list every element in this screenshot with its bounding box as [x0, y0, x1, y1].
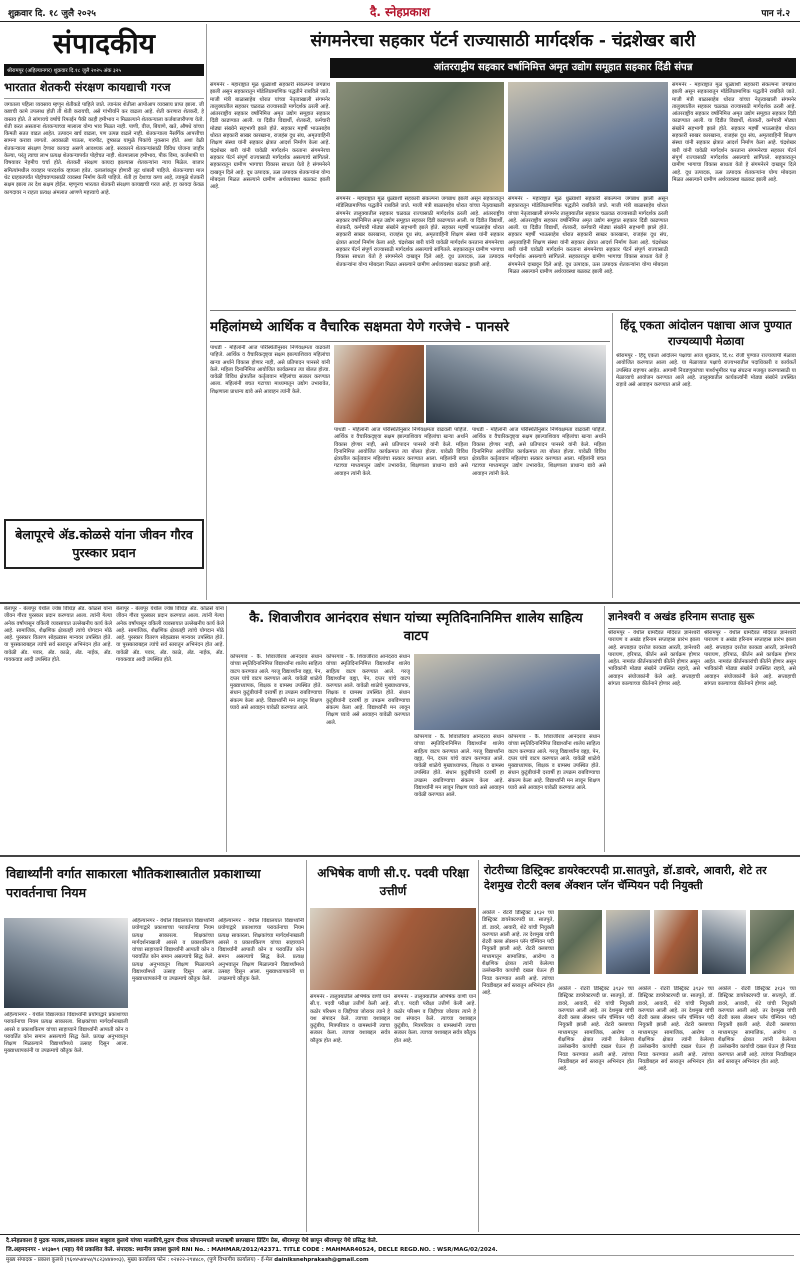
dnyaneshwari-headline: ज्ञानेश्वरी व अखंड हरिनाम सप्ताह सुरू	[608, 606, 796, 629]
lead-headline: संगमनेरचा सहकार पॅटर्न राज्यासाठी मार्गदर्शक - चंद्रशेखर बारी	[310, 31, 696, 51]
lead-body-col-3: संगमनेर - महाराष्ट्रात मूळ धुळ्याशी सहकारी संकल्पना जगन्नाथ झाली असून सहकारातून मॉडेलिप्रामाणिक पद्धतीने राबविले जाते. माजी मंत्री बाळासाहेब थोरात यांच्या नेतृत्वाखाली संगमनेर तालुक्यातील सहकार चळवळ राज्यासाठी मार्गदर्शक ठरली आहे. आंतरराष्ट्रीय सहकार वर्षानिमित्त अमृत उद्योग समूहात सहकार दिंडी काढण्यात आली. या दिंडीत विद्यार्थी, शेतकरी, कर्मचारी मोठ्या संख्येने सहभागी झाले होते. सहकार महर्षी भाऊसाहेब थोरात सहकारी साखर कारखाना, राजहंस दूध संघ, अमृतवाहिनी शिक्षण संस्था यांनी सहकार क्षेत्रात आदर्श निर्माण केला आहे. चंद्रशेखर बारी यांनी यावेळी मार्गदर्शन करताना संगमनेरचा सहकार पॅटर्न संपूर्ण राज्यासाठी मार्गदर्शक असल्याचे सांगितले. सहकारातून ग्रामीण भागाचा विकास साधता येतो हे संगमनेरने दाखवून दिले आहे. दूध उत्पादक, ऊस उत्पादक शेतकऱ्यांना योग्य मोबदला मिळत असल्याने ग्रामीण अर्थव्यवस्था बळकट झाली आहे.	[508, 196, 668, 275]
imprint-line-2: जि.अहमदनगर - ४१३७०९ (महा) येथे प्रकाशित केले. संपादक: स्थानीय प्रकाश कुलथे RNI No. : MAHMAR/2012/42371. TITLE CODE : MAHMAR40524, DECLE REGD.NO. : WSR/MAG/02/2024.	[6, 1247, 498, 1253]
hindu-headline: हिंदू एकता आंदोलन पक्षाचा आज पुण्यात राज्यव्यापी मेळावा	[620, 318, 792, 348]
science-photo	[4, 918, 128, 1008]
imprint-line-1: दै.स्नेहप्रकाश हे मुद्रक मालक,प्रकाशक प्रकाश बाबुराव कुलथे यांच्या मालकीचे,मुद्रण दीपक सोपानमधले सप्तऋषी छापखाना प्रिंटिंग प्रेस, श्रीरामपूर येथे छापून श्रीरामपूर येथे प्रसिद्ध केले.	[6, 1238, 378, 1244]
belapur-body-col-2: बेलापूर - बेलापूर येथील ज्येष्ठ विधिज्ञ ॲड. कोळसे यांना जीवन गौरव पुरस्कार प्रदान करण्यात आला. त्यांनी गेल्या अनेक वर्षांपासून वकिली व्यवसायात उल्लेखनीय कार्य केले आहे. सामाजिक, शैक्षणिक क्षेत्रातही त्यांचे योगदान मोठे आहे. पुरस्कार वितरण सोहळ्यास मान्यवर उपस्थित होते. या पुरस्काराबद्दल त्यांचे सर्व स्तरातून अभिनंदन होत आहे. यावेळी ॲड. पवार, ॲड. काळे, ॲड. नाईक, ॲड. गायकवाड आदी उपस्थित होते.	[116, 606, 224, 664]
imprint-line-3: मुख्य संपादक - प्रकाश कुलथे (९६०४५४४५४/९८२३४४४००३), मुख्य कार्यालय फोन : ०२४२२-२९४४८०, (पुणे विभागीय कार्यालय) - ई-मेल	[6, 1257, 273, 1263]
dnyaneshwari-story	[608, 606, 796, 852]
panasare-body-col-2: पाथर्डी - महिलांनी आज परिस्थितीनुसार निर्णयक्षमता वाढवली पाहिजे. आर्थिक व वैचारिकदृष्ट्या सक्षम झाल्याशिवाय महिलांचा खऱ्या अर्थाने विकास होणार नाही, असे प्रतिपादन पानसरे यांनी केले. महिला दिनानिमित्त आयोजित कार्यक्रमात त्या बोलत होत्या. यावेळी विविध क्षेत्रातील कर्तृत्ववान महिलांचा सत्कार करण्यात आला. महिलांनी बचत गटाच्या माध्यमातून उद्योग उभारावेत, शिक्षणाला प्राधान्य द्यावे असे आवाहन त्यांनी केले.	[334, 427, 468, 477]
dnyaneshwari-body-col-1: श्रीरामपूर - येथील ग्रामदैवत मंदिरात ज्ञानेश्वरी पारायण व अखंड हरिनाम सप्ताहास प्रारंभ झाला आहे. सप्ताहात दररोज काकडा आरती, ज्ञानेश्वरी पारायण, हरिपाठ, कीर्तन असे कार्यक्रम होणार आहेत. नामवंत कीर्तनकारांची कीर्तने होणार असून भाविकांनी मोठ्या संख्येने उपस्थित राहावे, असे आवाहन संयोजकांनी केले आहे. सप्ताहाची सांगता काल्याच्या कीर्तनाने होणार आहे.	[608, 630, 700, 688]
science-story	[4, 860, 304, 1232]
portrait	[654, 910, 698, 974]
column-divider	[206, 24, 207, 600]
lead-story	[210, 24, 796, 309]
lead-body-col-1: संगमनेर - महाराष्ट्रात मूळ धुळ्याशी सहकारी संकल्पना जगन्नाथ झाली असून सहकारातून मॉडेलिप्रामाणिक पद्धतीने राबविले जाते. माजी मंत्री बाळासाहेब थोरात यांच्या नेतृत्वाखाली संगमनेर तालुक्यातील सहकार चळवळ राज्यासाठी मार्गदर्शक ठरली आहे. आंतरराष्ट्रीय सहकार वर्षानिमित्त अमृत उद्योग समूहात सहकार दिंडी काढण्यात आली. या दिंडीत विद्यार्थी, शेतकरी, कर्मचारी मोठ्या संख्येने सहभागी झाले होते. सहकार महर्षी भाऊसाहेब थोरात सहकारी साखर कारखाना, राजहंस दूध संघ, अमृतवाहिनी शिक्षण संस्था यांनी सहकार क्षेत्रात आदर्श निर्माण केला आहे. चंद्रशेखर बारी यांनी यावेळी मार्गदर्शन करताना संगमनेरचा सहकार पॅटर्न संपूर्ण राज्यासाठी मार्गदर्शक असल्याचे सांगितले. सहकारातून ग्रामीण भागाचा विकास साधता येतो हे संगमनेरने दाखवून दिले आहे. दूध उत्पादक, ऊस उत्पादक शेतकऱ्यांना योग्य मोबदला मिळत असल्याने ग्रामीण अर्थव्यवस्था बळकट झाली आहे.	[210, 82, 330, 191]
masthead-paper-name: दै. स्नेहप्रकाश	[369, 5, 431, 19]
editorial-body: जगातला पहिला व्यवसाय म्हणून शेतीकडे पाहिले जाते. त्यानंतर शेतीला आपोआप व्यवसाय प्राप्त झाला. जी कष्टाची कामे उपलब्ध होती ती शेती करायची, असे गांभीर्याने कर वाढला आहे. शेती करणारा शेतकरी, हे वास्तव होते. ते सांगायचे वर्षाचे रिफाईन पैकी काही हमीभाव न मिळाल्याने शेतकऱ्याला कर्जबाजारीपणा येतो. शेती करत असताना शेतकऱ्याच्या मालाला योग्य भाव मिळत नाही. पाणी, वीज, बियाणे, खते, औषधे यांच्या किमती सतत वाढत आहेत. उत्पादन खर्च वाढला, पण उत्पन्न वाढले नाही. शेतकऱ्याला नैसर्गिक आपत्तीचा सामना करावा लागतो. अवकाळी पाऊस, गारपीट, दुष्काळ यामुळे पिकांचे नुकसान होते. अशा वेळी शेतकऱ्याला संरक्षण देणारा कायदा असणे आवश्यक आहे. सरकारने शेतकऱ्यांसाठी विविध योजना जाहीर केल्या, परंतु त्याचा लाभ प्रत्यक्ष शेतकऱ्यापर्यंत पोहोचत नाही. शेतमालाला हमीभाव, पीक विमा, कर्जमाफी या विषयावर नेहमीच चर्चा होते. शेतकरी संरक्षण कायदा झाल्यास शेतकऱ्यांना न्याय मिळेल. बाजार समित्यांमधील व्यवहार पारदर्शक व्हायला हवेत. दलालांकडून होणारी लूट थांबली पाहिजे. शेतकऱ्याचा माल थेट ग्राहकापर्यंत पोहोचवण्यासाठी व्यवस्था निर्माण केली पाहिजे. शेती हा देशाचा कणा आहे, त्यामुळे शेतकरी सक्षम झाला तर देश सक्षम होईल. म्हणूनच भारतात शेतकरी संरक्षण कायद्याची गरज आहे. हा कायदा केवळ कागदावर न राहता प्रत्यक्ष अंमलात आणणे महत्त्वाचे आहे.	[4, 102, 204, 196]
shivajirao-photo	[414, 654, 600, 730]
rotary-body-col-1: अकोले - रोटरी डिस्ट्रिक्ट ३१३२ च्या डिस्ट्रिक्ट डायरेक्टरपदी प्रा. सातपुते, डॉ. डावरे, आवारी, शेटे यांची नियुक्ती करण्यात आली आहे. तर देशमुख यांची रोटरी क्लब ॲक्शन प्लॅन चॅम्पियन पदी नियुक्ती झाली आहे. रोटरी क्लबच्या माध्यमातून सामाजिक, आरोग्य व शैक्षणिक क्षेत्रात त्यांनी केलेल्या उल्लेखनीय कार्याची दखल घेऊन ही निवड करण्यात आली आहे. त्यांच्या निवडीबद्दल सर्व स्तरातून अभिनंदन होत आहे.	[482, 910, 554, 997]
shivajirao-body-col-4: कोपरगाव - कै. शिवाजीराव आनंदराव संधान यांच्या स्मृतिदिनानिमित्त विद्यार्थ्यांना शालेय साहित्य वाटप करण्यात आले. गरजू विद्यार्थ्यांना वह्या, पेन, दप्तर यांचे वाटप करण्यात आले. यावेळी शाळेचे मुख्याध्यापक, शिक्षक व ग्रामस्थ उपस्थित होते. संधान कुटुंबीयांनी दरवर्षी हा उपक्रम राबविण्याचा संकल्प केला आहे. विद्यार्थ्यांनी मन लावून शिक्षण घ्यावे असे आवाहन यावेळी करण्यात आले.	[508, 734, 600, 792]
lead-photo-gate	[336, 82, 504, 192]
rotary-body-col-3: अकोले - रोटरी डिस्ट्रिक्ट ३१३२ च्या डिस्ट्रिक्ट डायरेक्टरपदी प्रा. सातपुते, डॉ. डावरे, आवारी, शेटे यांची नियुक्ती करण्यात आली आहे. तर देशमुख यांची रोटरी क्लब ॲक्शन प्लॅन चॅम्पियन पदी नियुक्ती झाली आहे. रोटरी क्लबच्या माध्यमातून सामाजिक, आरोग्य व शैक्षणिक क्षेत्रात त्यांनी केलेल्या उल्लेखनीय कार्याची दखल घेऊन ही निवड करण्यात आली आहे. त्यांच्या निवडीबद्दल सर्व स्तरातून अभिनंदन होत आहे.	[638, 986, 714, 1073]
masthead-page: पान नं.२	[761, 9, 790, 19]
panasare-photo-2	[426, 345, 606, 423]
lead-body-col-2: संगमनेर - महाराष्ट्रात मूळ धुळ्याशी सहकारी संकल्पना जगन्नाथ झाली असून सहकारातून मॉडेलिप्रामाणिक पद्धतीने राबविले जाते. माजी मंत्री बाळासाहेब थोरात यांच्या नेतृत्वाखाली संगमनेर तालुक्यातील सहकार चळवळ राज्यासाठी मार्गदर्शक ठरली आहे. आंतरराष्ट्रीय सहकार वर्षानिमित्त अमृत उद्योग समूहात सहकार दिंडी काढण्यात आली. या दिंडीत विद्यार्थी, शेतकरी, कर्मचारी मोठ्या संख्येने सहभागी झाले होते. सहकार महर्षी भाऊसाहेब थोरात सहकारी साखर कारखाना, राजहंस दूध संघ, अमृतवाहिनी शिक्षण संस्था यांनी सहकार क्षेत्रात आदर्श निर्माण केला आहे. चंद्रशेखर बारी यांनी यावेळी मार्गदर्शन करताना संगमनेरचा सहकार पॅटर्न संपूर्ण राज्यासाठी मार्गदर्शक असल्याचे सांगितले. सहकारातून ग्रामीण भागाचा विकास साधता येतो हे संगमनेरने दाखवून दिले आहे. दूध उत्पादक, ऊस उत्पादक शेतकऱ्यांना योग्य मोबदला मिळत असल्याने ग्रामीण अर्थव्यवस्था बळकट झाली आहे.	[336, 196, 504, 268]
panasare-photo-1	[334, 345, 424, 423]
abhishek-headline: अभिषेक वाणी सी.ए. पदवी परिक्षा उत्तीर्ण	[317, 866, 469, 898]
panasare-story	[210, 313, 610, 598]
shivajirao-body-col-3: कोपरगाव - कै. शिवाजीराव आनंदराव संधान यांच्या स्मृतिदिनानिमित्त विद्यार्थ्यांना शालेय साहित्य वाटप करण्यात आले. गरजू विद्यार्थ्यांना वह्या, पेन, दप्तर यांचे वाटप करण्यात आले. यावेळी शाळेचे मुख्याध्यापक, शिक्षक व ग्रामस्थ उपस्थित होते. संधान कुटुंबीयांनी दरवर्षी हा उपक्रम राबविण्याचा संकल्प केला आहे. विद्यार्थ्यांनी मन लावून शिक्षण घ्यावे असे आवाहन यावेळी करण्यात आले.	[414, 734, 504, 799]
belapur-story	[4, 606, 224, 852]
editorial-headline: भारतात शेतकरी संरक्षण कायद्याची गरज	[4, 76, 204, 99]
column-divider	[604, 606, 605, 852]
dnyaneshwari-body-col-2: श्रीरामपूर - येथील ग्रामदैवत मंदिरात ज्ञानेश्वरी पारायण व अखंड हरिनाम सप्ताहास प्रारंभ झाला आहे. सप्ताहात दररोज काकडा आरती, ज्ञानेश्वरी पारायण, हरिपाठ, कीर्तन असे कार्यक्रम होणार आहेत. नामवंत कीर्तनकारांची कीर्तने होणार असून भाविकांनी मोठ्या संख्येने उपस्थित राहावे, असे आवाहन संयोजकांनी केले आहे. सप्ताहाची सांगता काल्याच्या कीर्तनाने होणार आहे.	[704, 630, 796, 688]
rule	[0, 602, 800, 604]
lead-subhead: आंतरराष्ट्रीय सहकार वर्षानिमित्त अमृत उद्योग समूहात सहकार दिंडी संपन्न	[330, 58, 796, 78]
rotary-body-col-2: अकोले - रोटरी डिस्ट्रिक्ट ३१३२ च्या डिस्ट्रिक्ट डायरेक्टरपदी प्रा. सातपुते, डॉ. डावरे, आवारी, शेटे यांची नियुक्ती करण्यात आली आहे. तर देशमुख यांची रोटरी क्लब ॲक्शन प्लॅन चॅम्पियन पदी नियुक्ती झाली आहे. रोटरी क्लबच्या माध्यमातून सामाजिक, आरोग्य व शैक्षणिक क्षेत्रात त्यांनी केलेल्या उल्लेखनीय कार्याची दखल घेऊन ही निवड करण्यात आली आहे. त्यांच्या निवडीबद्दल सर्व स्तरातून अभिनंदन होत आहे.	[558, 986, 634, 1073]
editorial-column	[4, 24, 204, 600]
science-body-col-2: अहिल्यानगर - येथील विद्यालयात विद्यार्थ्यांनी प्रयोगाद्वारे प्रकाशाच्या परावर्तनाचा नियम प्रत्यक्ष साकारला. शिक्षकांच्या मार्गदर्शनाखाली आरसे व प्रकाशकिरण यांच्या साहाय्याने विद्यार्थ्यांनी आपाती कोन व परावर्तित कोन समान असल्याचे सिद्ध केले. प्रत्यक्ष अनुभवातून शिक्षण मिळाल्याने विद्यार्थ्यांमध्ये उत्साह दिसून आला. मुख्याध्यापकांनी या उपक्रमाचे कौतुक केले.	[132, 918, 214, 983]
editorial-dateline: श्रीरामपूर (अहिल्यानगर) शुक्रवार दि.१८ जुलै २०२५ अंक ३२५	[4, 64, 204, 76]
science-body-col-3: अहिल्यानगर - येथील विद्यालयात विद्यार्थ्यांनी प्रयोगाद्वारे प्रकाशाच्या परावर्तनाचा नियम प्रत्यक्ष साकारला. शिक्षकांच्या मार्गदर्शनाखाली आरसे व प्रकाशकिरण यांच्या साहाय्याने विद्यार्थ्यांनी आपाती कोन व परावर्तित कोन समान असल्याचे सिद्ध केले. प्रत्यक्ष अनुभवातून शिक्षण मिळाल्याने विद्यार्थ्यांमध्ये उत्साह दिसून आला. मुख्याध्यापकांनी या उपक्रमाचे कौतुक केले.	[218, 918, 304, 983]
column-divider	[306, 860, 307, 1232]
portrait	[750, 910, 794, 974]
panasare-body-col-3: पाथर्डी - महिलांनी आज परिस्थितीनुसार निर्णयक्षमता वाढवली पाहिजे. आर्थिक व वैचारिकदृष्ट्या सक्षम झाल्याशिवाय महिलांचा खऱ्या अर्थाने विकास होणार नाही, असे प्रतिपादन पानसरे यांनी केले. महिला दिनानिमित्त आयोजित कार्यक्रमात त्या बोलत होत्या. यावेळी विविध क्षेत्रातील कर्तृत्ववान महिलांचा सत्कार करण्यात आला. महिलांनी बचत गटाच्या माध्यमातून उद्योग उभारावेत, शिक्षणाला प्राधान्य द्यावे असे आवाहन त्यांनी केले.	[472, 427, 606, 477]
lead-photo-dindi	[508, 82, 668, 192]
masthead-date: शुक्रवार दि. १८ जुलै २०२५	[8, 9, 96, 19]
shivajirao-body-col-2: कोपरगाव - कै. शिवाजीराव आनंदराव संधान यांच्या स्मृतिदिनानिमित्त विद्यार्थ्यांना शालेय साहित्य वाटप करण्यात आले. गरजू विद्यार्थ्यांना वह्या, पेन, दप्तर यांचे वाटप करण्यात आले. यावेळी शाळेचे मुख्याध्यापक, शिक्षक व ग्रामस्थ उपस्थित होते. संधान कुटुंबीयांनी दरवर्षी हा उपक्रम राबविण्याचा संकल्प केला आहे. विद्यार्थ्यांनी मन लावून शिक्षण घ्यावे असे आवाहन यावेळी करण्यात आले.	[326, 654, 410, 726]
portrait	[606, 910, 650, 974]
rotary-body-col-4: अकोले - रोटरी डिस्ट्रिक्ट ३१३२ च्या डिस्ट्रिक्ट डायरेक्टरपदी प्रा. सातपुते, डॉ. डावरे, आवारी, शेटे यांची नियुक्ती करण्यात आली आहे. तर देशमुख यांची रोटरी क्लब ॲक्शन प्लॅन चॅम्पियन पदी नियुक्ती झाली आहे. रोटरी क्लबच्या माध्यमातून सामाजिक, आरोग्य व शैक्षणिक क्षेत्रात त्यांनी केलेल्या उल्लेखनीय कार्याची दखल घेऊन ही निवड करण्यात आली आहे. त्यांच्या निवडीबद्दल सर्व स्तरातून अभिनंदन होत आहे.	[718, 986, 796, 1065]
rule	[0, 855, 800, 857]
imprint-footer	[0, 1234, 800, 1274]
science-headline: विद्यार्थ्यांनी वर्गात साकारला भौतिकशास्त्रातील प्रकाशाच्या परावर्तनाचा नियम	[6, 866, 261, 900]
masthead	[0, 0, 800, 22]
email-link[interactable]: dainiksnehprakash@gmail.com	[274, 1257, 369, 1263]
portrait	[558, 910, 602, 974]
abhishek-body-col-2: संगमनेर - तालुक्यातील अभिषेक वाणी याने सी.ए. पदवी परीक्षा उत्तीर्ण केली आहे. कठोर परिश्रम व जिद्दीच्या जोरावर त्याने हे यश संपादन केले. त्याच्या यशाबद्दल कुटुंबीय, मित्रपरिवार व ग्रामस्थांनी त्याचा सत्कार केला. त्याच्या यशाबद्दल सर्वत्र कौतुक होत आहे.	[394, 994, 476, 1044]
hindu-story	[616, 313, 796, 598]
column-divider	[612, 313, 613, 598]
abhishek-body-col-1: संगमनेर - तालुक्यातील अभिषेक वाणी याने सी.ए. पदवी परीक्षा उत्तीर्ण केली आहे. कठोर परिश्रम व जिद्दीच्या जोरावर त्याने हे यश संपादन केले. त्याच्या यशाबद्दल कुटुंबीय, मित्रपरिवार व ग्रामस्थांनी त्याचा सत्कार केला. त्याच्या यशाबद्दल सर्वत्र कौतुक होत आहे.	[310, 994, 390, 1044]
panasare-body-col-1: पाथर्डी - महिलांनी आज परिस्थितीनुसार निर्णयक्षमता वाढवली पाहिजे. आर्थिक व वैचारिकदृष्ट्या सक्षम झाल्याशिवाय महिलांचा खऱ्या अर्थाने विकास होणार नाही, असे प्रतिपादन पानसरे यांनी केले. महिला दिनानिमित्त आयोजित कार्यक्रमात त्या बोलत होत्या. यावेळी विविध क्षेत्रातील कर्तृत्ववान महिलांचा सत्कार करण्यात आला. महिलांनी बचत गटाच्या माध्यमातून उद्योग उभारावेत, शिक्षणाला प्राधान्य द्यावे असे आवाहन त्यांनी केले.	[210, 345, 330, 395]
science-body-col-1: अहिल्यानगर - येथील विद्यालयात विद्यार्थ्यांनी प्रयोगाद्वारे प्रकाशाच्या परावर्तनाचा नियम प्रत्यक्ष साकारला. शिक्षकांच्या मार्गदर्शनाखाली आरसे व प्रकाशकिरण यांच्या साहाय्याने विद्यार्थ्यांनी आपाती कोन व परावर्तित कोन समान असल्याचे सिद्ध केले. प्रत्यक्ष अनुभवातून शिक्षण मिळाल्याने विद्यार्थ्यांमध्ये उत्साह दिसून आला. मुख्याध्यापकांनी या उपक्रमाचे कौतुक केले.	[4, 1012, 128, 1055]
abhishek-story	[310, 860, 476, 1232]
belapur-body-col-1: बेलापूर - बेलापूर येथील ज्येष्ठ विधिज्ञ ॲड. कोळसे यांना जीवन गौरव पुरस्कार प्रदान करण्यात आला. त्यांनी गेल्या अनेक वर्षांपासून वकिली व्यवसायात उल्लेखनीय कार्य केले आहे. सामाजिक, शैक्षणिक क्षेत्रातही त्यांचे योगदान मोठे आहे. पुरस्कार वितरण सोहळ्यास मान्यवर उपस्थित होते. या पुरस्काराबद्दल त्यांचे सर्व स्तरातून अभिनंदन होत आहे. यावेळी ॲड. पवार, ॲड. काळे, ॲड. नाईक, ॲड. गायकवाड आदी उपस्थित होते.	[4, 606, 112, 664]
award-headline: बेलापूरचे ॲड.कोळसे यांना जीवन गौरव पुरस्कार प्रदान	[4, 519, 204, 569]
rotary-portraits	[558, 910, 796, 982]
column-divider	[226, 606, 227, 852]
lead-body-col-4: संगमनेर - महाराष्ट्रात मूळ धुळ्याशी सहकारी संकल्पना जगन्नाथ झाली असून सहकारातून मॉडेलिप्रामाणिक पद्धतीने राबविले जाते. माजी मंत्री बाळासाहेब थोरात यांच्या नेतृत्वाखाली संगमनेर तालुक्यातील सहकार चळवळ राज्यासाठी मार्गदर्शक ठरली आहे. आंतरराष्ट्रीय सहकार वर्षानिमित्त अमृत उद्योग समूहात सहकार दिंडी काढण्यात आली. या दिंडीत विद्यार्थी, शेतकरी, कर्मचारी मोठ्या संख्येने सहभागी झाले होते. सहकार महर्षी भाऊसाहेब थोरात सहकारी साखर कारखाना, राजहंस दूध संघ, अमृतवाहिनी शिक्षण संस्था यांनी सहकार क्षेत्रात आदर्श निर्माण केला आहे. चंद्रशेखर बारी यांनी यावेळी मार्गदर्शन करताना संगमनेरचा सहकार पॅटर्न संपूर्ण राज्यासाठी मार्गदर्शक असल्याचे सांगितले. सहकारातून ग्रामीण भागाचा विकास साधता येतो हे संगमनेरने दाखवून दिले आहे. दूध उत्पादक, ऊस उत्पादक शेतकऱ्यांना योग्य मोबदला मिळत असल्याने ग्रामीण अर्थव्यवस्था बळकट झाली आहे.	[672, 82, 796, 183]
portrait	[702, 910, 746, 974]
rule	[210, 310, 796, 311]
editorial-title: संपादकीय	[53, 27, 155, 60]
column-divider	[478, 860, 479, 1232]
hindu-body: श्रीरामपूर - हिंदू एकता आंदोलन पक्षाचा आज शुक्रवार, दि.१८ रोजी पुण्यात राज्यव्यापी मेळावा आयोजित करण्यात आला आहे. या मेळाव्यात पक्षाचे राज्यभरातील पदाधिकारी व कार्यकर्ते उपस्थित राहणार आहेत. आगामी निवडणुकांच्या पार्श्वभूमीवर पक्ष संघटना मजबूत करण्यासाठी या मेळाव्याचे आयोजन करण्यात आले आहे. तालुक्यातील कार्यकर्त्यांनी मोठ्या संख्येने उपस्थित राहावे असे आवाहन करण्यात आले आहे.	[616, 353, 796, 389]
shivajirao-story	[230, 606, 602, 852]
abhishek-photo	[310, 908, 476, 990]
rotary-headline: रोटरीच्या डिस्ट्रिक्ट डायरेक्टरपदी प्रा.सातपुते, डॉ.डावरे, आवारी, शेटे तर देशमुख रोटरी क्लब ॲक्शन प्लॅन चॅम्पियन पदी नियुक्ती	[484, 864, 767, 892]
panasare-headline: महिलांमध्ये आर्थिक व वैचारिक सक्षमता येणे गरजेचे - पानसरे	[210, 313, 610, 342]
shivajirao-headline: कै. शिवाजीराव आनंदराव संधान यांच्या स्मृतिदिनानिमित्त शालेय साहित्य वाटप	[249, 611, 583, 644]
shivajirao-body-col-1: कोपरगाव - कै. शिवाजीराव आनंदराव संधान यांच्या स्मृतिदिनानिमित्त विद्यार्थ्यांना शालेय साहित्य वाटप करण्यात आले. गरजू विद्यार्थ्यांना वह्या, पेन, दप्तर यांचे वाटप करण्यात आले. यावेळी शाळेचे मुख्याध्यापक, शिक्षक व ग्रामस्थ उपस्थित होते. संधान कुटुंबीयांनी दरवर्षी हा उपक्रम राबविण्याचा संकल्प केला आहे. विद्यार्थ्यांनी मन लावून शिक्षण घ्यावे असे आवाहन यावेळी करण्यात आले.	[230, 654, 322, 712]
rotary-story	[482, 860, 796, 1232]
